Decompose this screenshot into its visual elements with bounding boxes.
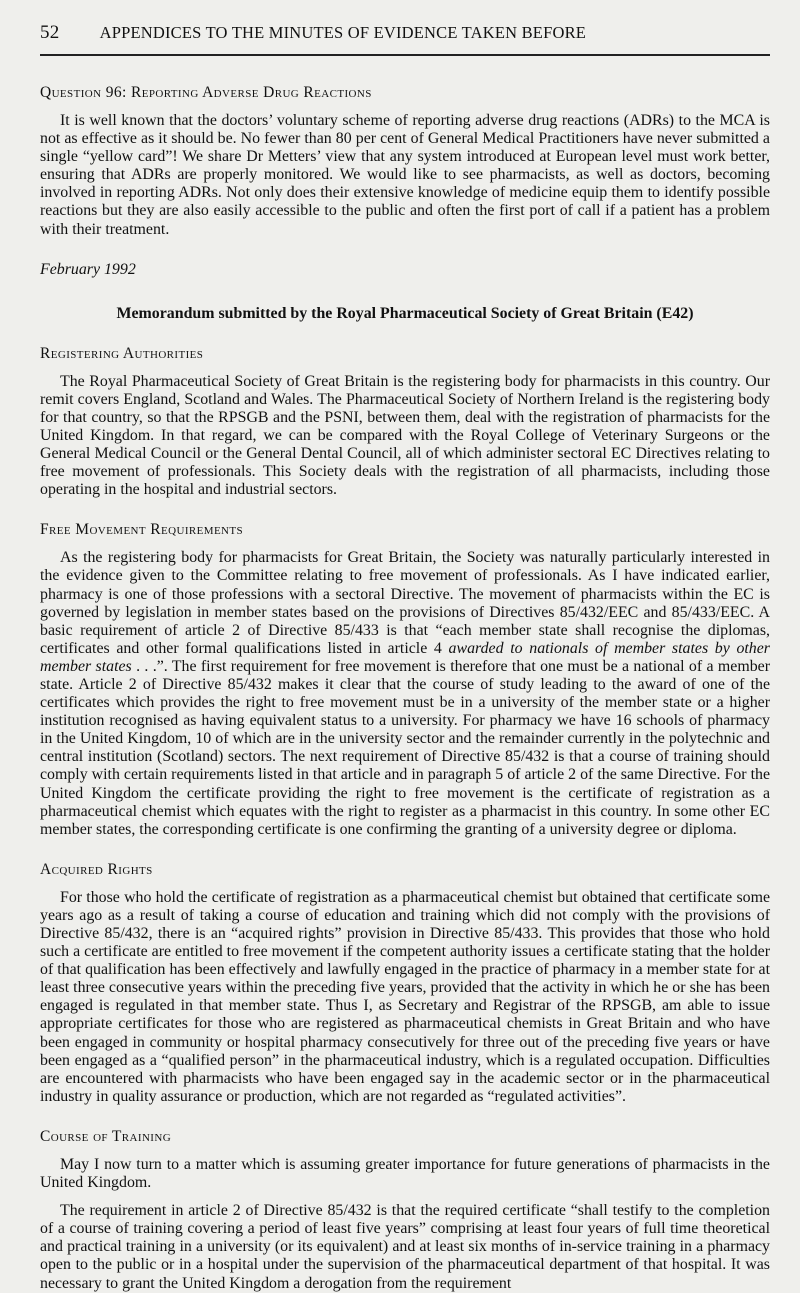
- free-movement-paragraph: [40, 549, 770, 839]
- date-line: February 1992: [40, 260, 136, 278]
- running-head: [40, 22, 770, 48]
- memorandum-title: Memorandum submitted by the Royal Pharmaceutical Society of Great Britain (E42): [116, 304, 694, 322]
- free-movement-text-b: . . .”. The first requirement for free movement is therefore that one must be a national of a member state. Article 2 of Directive 85/432 makes it clear that the course of study leading to the award of one of the certificates which provides the right to free movement must be in a university of the member state or a higher institution recognised as having equivalent status to a university. For pharmacy we have 16 schools of pharmacy in the United Kingdom, 10 of which are in the university sector and the remainder currently in the polytechnic and central institution (Scotland) sectors. The next requirement of Directive 85/432 is that a course of training should comply with certain requirements listed in that article and in paragraph 5 of article 2 of the same Directive. For the United Kingdom the certificate providing the right to free movement is the certificate of registration as a pharmaceutical chemist which equates with the right to register as a pharmacist in this country. In some other EC member states, the corresponding certificate is one confirming the granting of a university degree or diploma.: [40, 657, 770, 838]
- header-rule: [40, 54, 770, 56]
- course-of-training-paragraph-1: May I now turn to a matter which is assuming greater importance for future generations of pharmacists in the United Kingdom.: [40, 1155, 770, 1192]
- free-movement-text-a: As the registering body for pharmacists for Great Britain, the Society was naturally particularly interested in the evidence given to the Committee relating to free movement of professionals. As I have indicated earlier, pharmacy is one of those professions with a sectoral Directive. The movement of pharmacists within the EC is governed by legislation in member states based on the provisions of Directives 85/432/EEC and 85/433/EEC. A basic requirement of article 2 of Directive 85/433 is that “each member state shall recognise the diplomas, certificates and other formal qualifications listed in article 4: [40, 549, 770, 657]
- question-96-heading: Question 96: Reporting Adverse Drug Reactions: [40, 84, 372, 101]
- running-head-title: APPENDICES TO THE MINUTES OF EVIDENCE TAKEN BEFORE: [99, 23, 587, 42]
- question-96-paragraph: It is well known that the doctors’ voluntary scheme of reporting adverse drug reactions (ADRs) to the MCA is not as effective as it should be. No fewer than 80 per cent of General Medical Practitioners have never submitted a single “yellow card”! We share Dr Metters’ view that any system introduced at European level must work better, ensuring that ADRs are properly monitored. We would like to see pharmacists, as well as doctors, becoming involved in reporting ADRs. Not only does their extensive knowledge of medicine equip them to identify possible reactions but they are also easily accessible to the public and often the first port of call if a patient has a problem with their treatment.: [40, 112, 770, 238]
- acquired-rights-paragraph: For those who hold the certificate of registration as a pharmaceutical chemist but obtained that certificate some years ago as a result of taking a course of education and training which did not comply with the provisions of Directive 85/432, there is an “acquired rights” provision in Directive 85/433. This provides that those who hold such a certificate are entitled to free movement if the competent authority issues a certificate stating that the holder of that qualification has been effectively and lawfully engaged in the practice of pharmacy in a member state for at least three consecutive years within the preceding five years, provided that the activity in which he or she has been engaged is regulated in that member state. Thus I, as Secretary and Registrar of the RPSGB, am able to issue appropriate certificates for those who are registered as pharmaceutical chemists in Great Britain and who have been engaged in community or hospital pharmacy consecutively for three out of the preceding five years or have been engaged as a “qualified person” in the pharmaceutical industry, which is a regulated occupation. Difficulties are encountered with pharmacists who have been engaged say in the academic sector or in the pharmaceutical industry in quality assurance or production, which are not regarded as “regulated activities”.: [40, 888, 770, 1105]
- free-movement-italic-text: awarded to nationals of member states by other member states: [40, 639, 770, 675]
- page-number: 52: [40, 22, 60, 43]
- document-page: [40, 22, 770, 1292]
- course-of-training-paragraph-2: The requirement in article 2 of Directive 85/432 is that the required certificate “shall testify to the completion of a course of training covering a period of least five years” comprising at least four years of full time theoretical and practical training in a university (or its equivalent) and at least six months of in-service training in a pharmacy open to the public or in a hospital under the supervision of the pharmaceutical department of that hospital. It was necessary to grant the United Kingdom a derogation from the requirement: [40, 1202, 770, 1292]
- free-movement-heading: Free Movement Requirements: [40, 521, 244, 539]
- registering-authorities-paragraph: The Royal Pharmaceutical Society of Great Britain is the registering body for pharmacists in this country. Our remit covers England, Scotland and Wales. The Pharmaceutical Society of Northern Ireland is the registering body for that country, so that the RPSGB and the PSNI, between them, deal with the registration of pharmacists for the United Kingdom. In that regard, we can be compared with the Royal College of Veterinary Surgeons or the General Medical Council or the General Dental Council, all of which administer sectoral EC Directives relating to free movement of professionals. This Society deals with the registration of all pharmacists, including those operating in the hospital and industrial sectors.: [40, 372, 770, 499]
- registering-authorities-heading: Registering Authorities: [40, 344, 204, 362]
- course-of-training-heading: Course of Training: [40, 1127, 172, 1145]
- acquired-rights-heading: Acquired Rights: [40, 860, 153, 878]
